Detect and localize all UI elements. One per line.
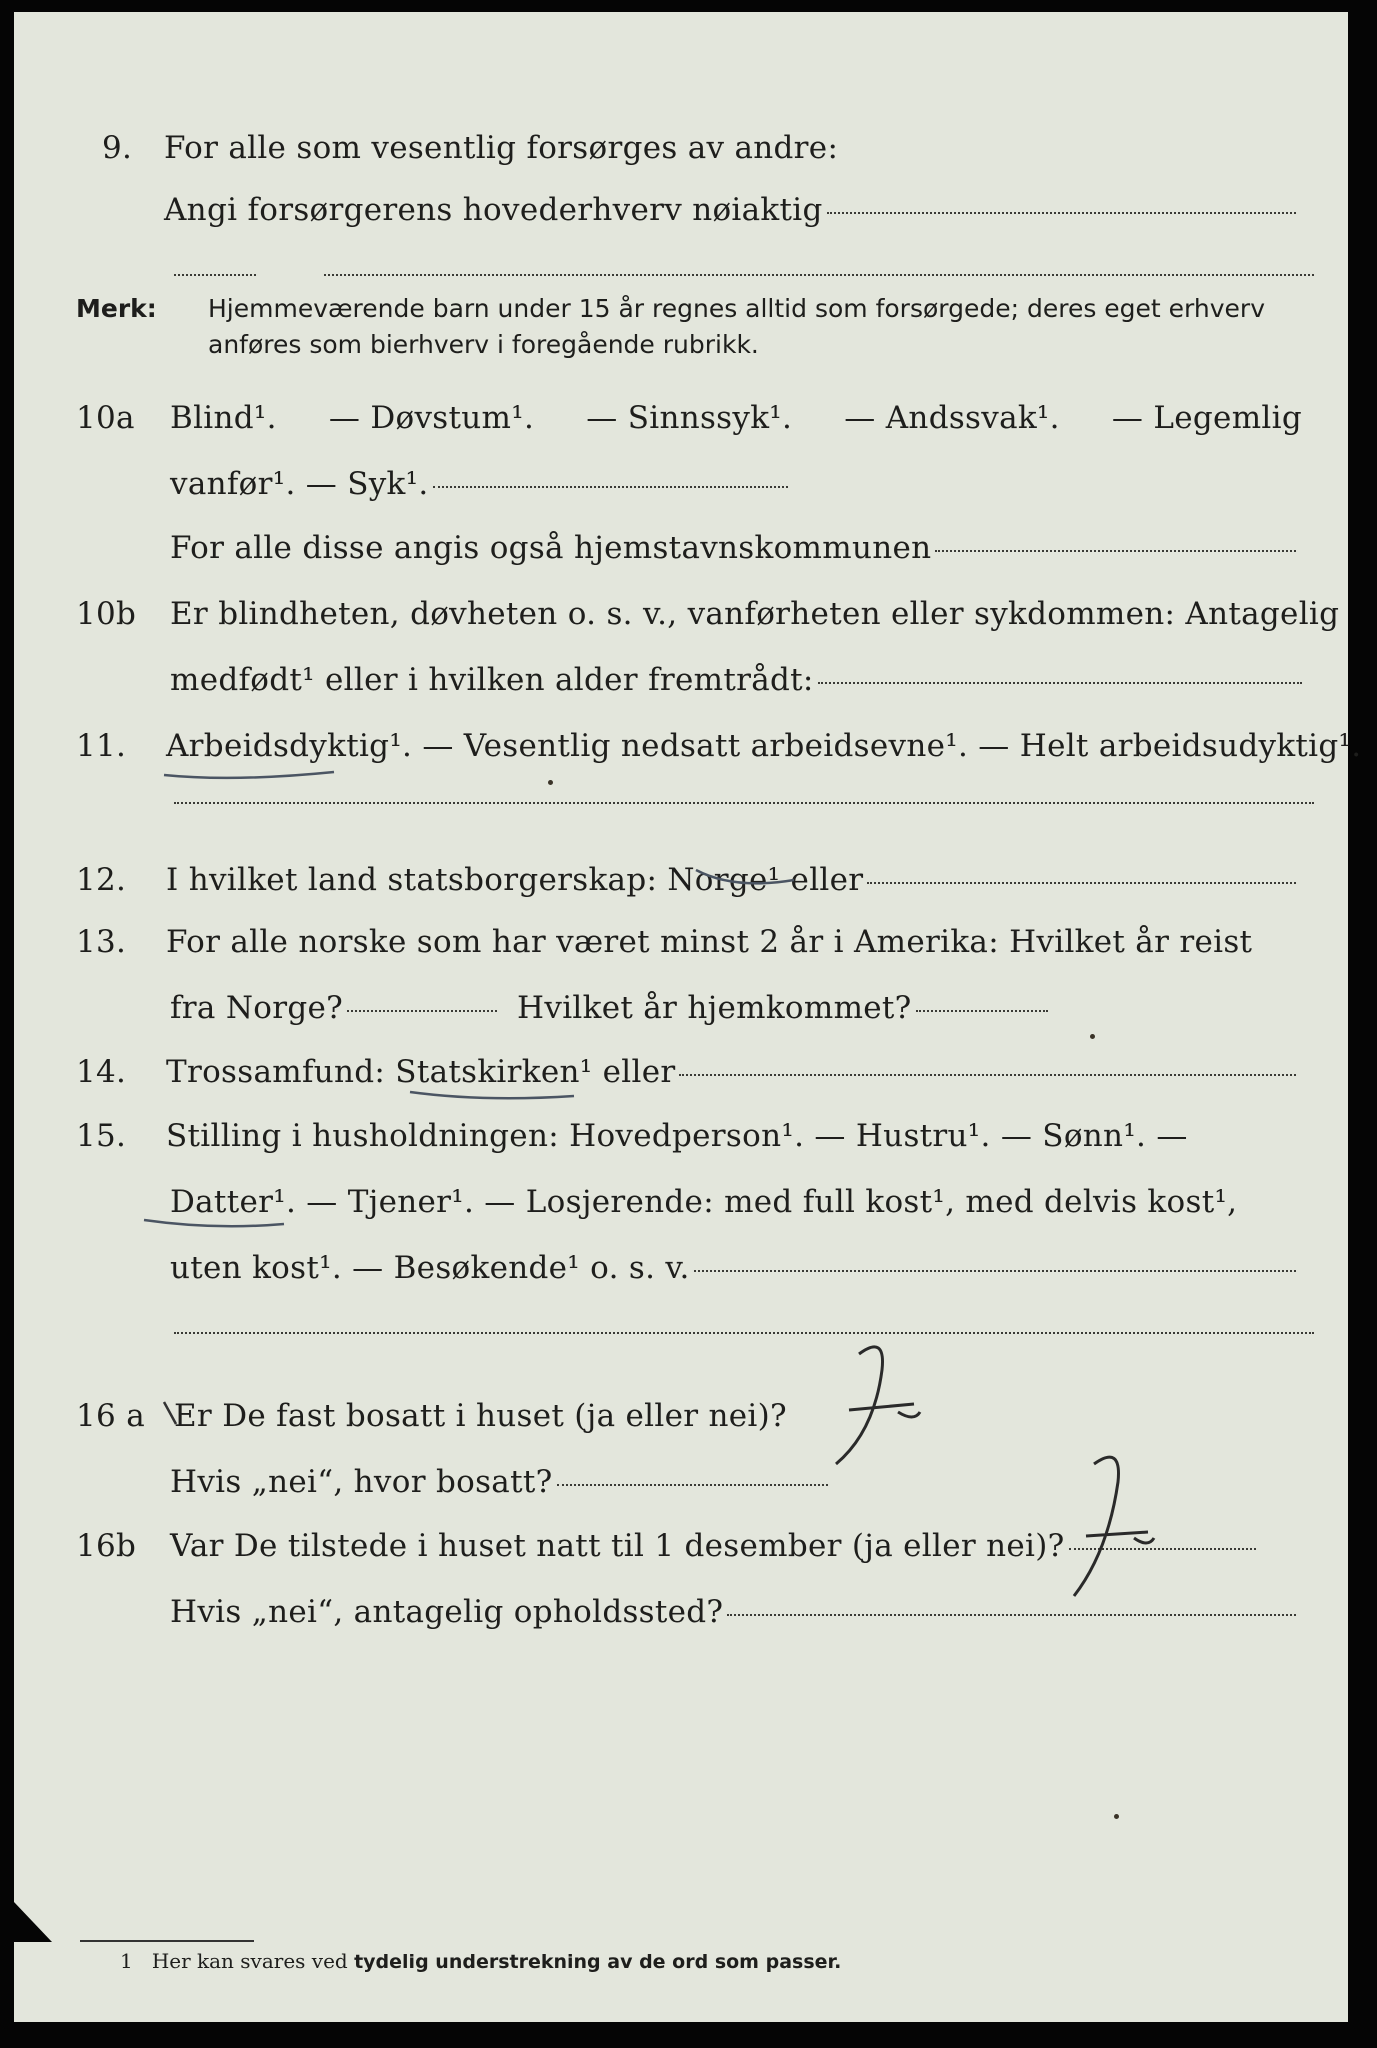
q10a-text-1: Blind¹. — Døvstum¹. — Sinnssyk¹. — Andssvak¹. — Legemlig — [170, 400, 1302, 436]
q13-text-1: For alle norske som har været minst 2 år i Amerika: Hvilket år reist — [166, 924, 1253, 960]
footnote-mark: 1 — [120, 1949, 133, 1973]
census-form-page — [14, 12, 1362, 2022]
answer-mark-16a — [164, 1402, 176, 1424]
q11-text-1: Arbeidsdyktig¹. — Vesentlig nedsatt arbeidsevne¹. — Helt arbeidsudyktig¹. — [166, 728, 1362, 764]
footnote — [120, 1949, 841, 1973]
underline-arbeidsdyktig — [164, 772, 334, 778]
q16a-text-1: Er De fast bosatt i huset (ja eller nei)? — [174, 1398, 787, 1434]
q16b-text-1: Var De tilstede i huset natt til 1 desember (ja eller nei)? — [170, 1528, 1256, 1564]
q16b-text-2: Hvis „nei“, antagelig opholdssted? — [170, 1594, 1296, 1630]
footnote-bold-text: tydelig understrekning av de ord som passer. — [354, 1951, 842, 1973]
q13-text-2: fra Norge? Hvilket år hjemkommet? — [170, 990, 1302, 1026]
q15-text-2: Datter¹. — Tjener¹. — Losjerende: med full kost¹, med delvis kost¹, — [170, 1184, 1238, 1220]
q9-occupation-label: Angi forsørgerens hovederhverv nøiaktig — [164, 192, 823, 228]
q10a-text-2: vanfør¹. — Syk¹. — [170, 466, 788, 502]
underline-norge — [696, 870, 794, 883]
footnote-rule — [80, 1940, 254, 1942]
underline-statskirken — [410, 1092, 574, 1098]
q14-number: 14. — [76, 1054, 127, 1090]
q10b-number: 10b — [76, 596, 137, 632]
handwriting-overlay — [14, 12, 1362, 2022]
ink-speck — [1114, 1814, 1119, 1819]
q15-text-3: uten kost¹. — Besøkende¹ o. s. v. — [170, 1250, 1296, 1286]
q10b-text-2: medfødt¹ eller i hvilken alder fremtrådt: — [170, 662, 1302, 698]
footnote-plain-text: Her kan svares ved — [151, 1949, 348, 1973]
q14-text-1: Trossamfund: Statskirken¹ eller — [166, 1054, 1296, 1090]
q12-number: 12. — [76, 862, 127, 898]
merk-label: Merk: — [76, 294, 157, 323]
underline-datter — [144, 1220, 284, 1226]
q15-text-1: Stilling i husholdningen: Hovedperson¹. — Hustru¹. — Sønn¹. — — [166, 1118, 1188, 1154]
q11-number: 11. — [76, 728, 127, 764]
q12-text-1: I hvilket land statsborgerskap: Norge¹ eller — [166, 862, 1296, 898]
q15-number: 15. — [76, 1118, 127, 1154]
ink-speck — [548, 780, 553, 785]
q9-text-1: For alle som vesentlig forsørges av andre: — [164, 130, 839, 166]
q16a-number: 16 a — [76, 1398, 145, 1434]
q13-number: 13. — [76, 924, 127, 960]
merk-text-1: Hjemmeværende barn under 15 år regnes alltid som forsørgede; deres eget erhverv — [208, 294, 1265, 323]
q10b-text-1: Er blindheten, døvheten o. s. v., vanførheten eller sykdommen: Antagelig — [170, 596, 1340, 632]
q10a-text-3: For alle disse angis også hjemstavnskommunen — [170, 530, 1296, 566]
q16b-number: 16b — [76, 1528, 137, 1564]
q9-number: 9. — [102, 130, 133, 166]
answer-ja-16a — [836, 1347, 920, 1464]
q10a-number: 10a — [76, 400, 135, 436]
answer-ja-16b — [1074, 1457, 1154, 1596]
q16a-text-2: Hvis „nei“, hvor bosatt? — [170, 1464, 828, 1500]
merk-text-2: anføres som bierhverv i foregående rubrikk. — [208, 330, 759, 359]
ink-speck — [1090, 1034, 1095, 1039]
